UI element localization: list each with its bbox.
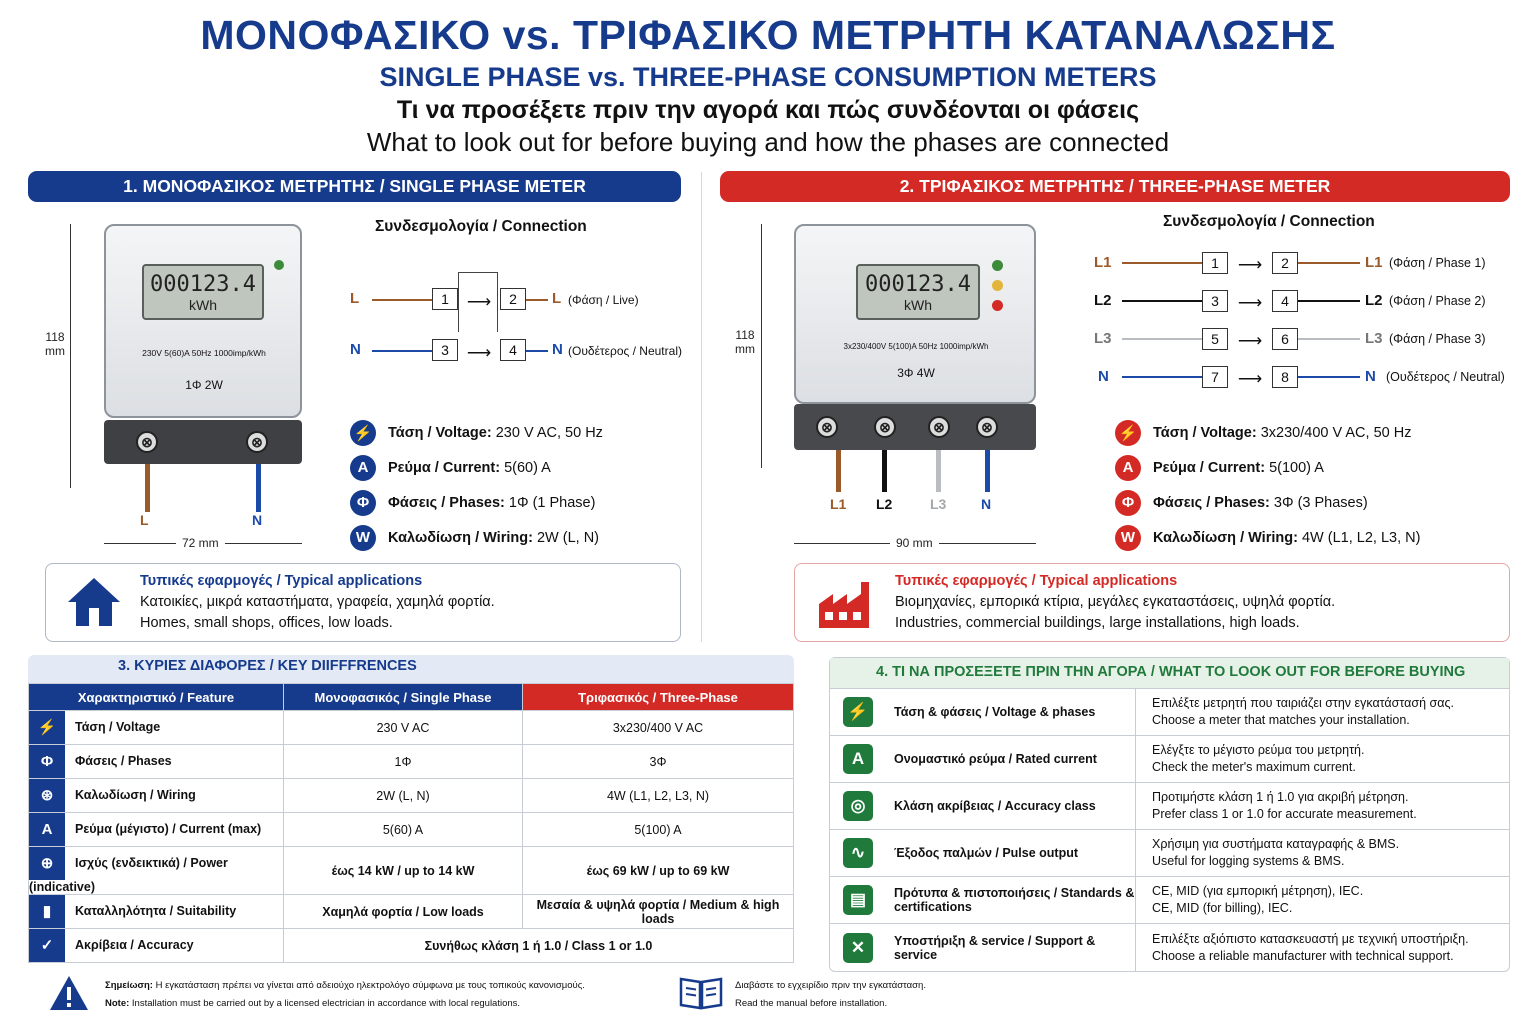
bar-chart-icon: ▮ xyxy=(29,895,65,928)
arrow-icon: ⟶ xyxy=(466,343,492,362)
certificate-icon: ▤ xyxy=(843,885,873,915)
table-row: ⊕ Ισχύς (ενδεικτικά) / Power (indicative) έως 14 kW / up to 14 kW έως 69 kW / up to 69 kW xyxy=(29,847,794,895)
arrow-icon: ⟶ xyxy=(1237,369,1263,388)
table-row: ✓ Ακρίβεια / Accuracy Συνήθως κλάση 1 ή 1.0 / Class 1 or 1.0 xyxy=(29,929,794,963)
l1-wire xyxy=(836,450,841,492)
three-conn-desc-n: (Ουδέτερος / Neutral) xyxy=(1386,370,1505,384)
key-differences-title: 3. ΚΥΡΙΕΣ ΔΙΑΦΟΡΕΣ / KEY DIIFFFRENCES xyxy=(28,655,794,683)
applications-title: Τυπικές εφαρμογές / Typical applications xyxy=(895,573,1178,589)
guide-row: A Ονομαστικό ρεύμα / Rated current Ελέγξτε το μέγιστο ρεύμα του μετρητή. Check the meter's maximum current. xyxy=(830,736,1509,783)
spec-phases: Φ Φάσεις / Phases: 3Φ (3 Phases) xyxy=(1115,485,1515,520)
live-line-out xyxy=(526,299,548,301)
manual-book-icon xyxy=(678,975,724,1011)
terminal-6: 6 xyxy=(1272,328,1298,350)
phase-icon: Φ xyxy=(1115,490,1141,516)
note-greek: Σημείωση: Η εγκατάσταση πρέπει να γίνεται από αδειούχο ηλεκτρολόγο σύμφωνα με τους τοπικούς κανονισμούς. xyxy=(105,980,585,991)
height-dimension-line xyxy=(70,224,71,488)
buying-guide-title: 4. ΤΙ ΝΑ ΠΡΟΣΕΞΕΤΕ ΠΡΙΝ ΤΗΝ ΑΓΟΡΑ / WHAT TO LOOK OUT FOR BEFORE BUYING xyxy=(830,658,1509,689)
terminal-screw: ⊗ xyxy=(874,416,896,438)
three-conn-in-l1: L1 xyxy=(1094,254,1112,271)
current-icon: A xyxy=(1115,455,1141,481)
single-connection-diagram xyxy=(350,258,690,368)
single-specs-list xyxy=(350,415,690,555)
live-wire xyxy=(145,464,150,512)
three-conn-in-l3: L3 xyxy=(1094,330,1112,347)
header-three: Τριφασικός / Three-Phase xyxy=(523,684,794,711)
three-specs-list xyxy=(1115,415,1515,555)
applications-english: Homes, small shops, offices, low loads. xyxy=(140,615,393,631)
lightning-icon: ⚡ xyxy=(350,420,376,446)
arrow-icon: ⟶ xyxy=(1237,255,1263,274)
height-dimension-label: 118 mm xyxy=(735,328,755,356)
terminal-screw: ⊗ xyxy=(246,431,268,453)
meter-body xyxy=(104,224,302,418)
wiring-icon: W xyxy=(1115,525,1141,551)
target-icon: ◎ xyxy=(843,791,873,821)
title-greek: ΜΟΝΟΦΑΣΙΚΟ vs. ΤΡΙΦΑΣΙΚΟ ΜΕΤΡΗΤΗ ΚΑΤΑΝΑΛΩΣΗΣ xyxy=(200,12,1336,58)
terminal-screw: ⊗ xyxy=(928,416,950,438)
subtitle-english: What to look out for before buying and how the phases are connected xyxy=(366,127,1170,157)
arrow-icon: ⟶ xyxy=(1237,293,1263,312)
spec-phases: Φ Φάσεις / Phases: 1Φ (1 Phase) xyxy=(350,485,690,520)
note-english: Note: Installation must be carried out by a licensed electrician in accordance with local regulations. xyxy=(105,998,521,1009)
single-phase-meter-illustration xyxy=(40,220,330,560)
manual-note-english: Read the manual before installation. xyxy=(735,998,888,1009)
lcd-reading: 000123.4 xyxy=(865,272,971,297)
manual-note-greek: Διαβάστε το εγχειρίδιο πριν την εγκατάσταση. xyxy=(735,980,926,991)
spec-current: A Ρεύμα / Current: 5(100) A xyxy=(1115,450,1515,485)
power-icon: ⊕ xyxy=(29,847,65,880)
terminal-4: 4 xyxy=(1272,290,1298,312)
single-conn-desc-l: (Φάση / Live) xyxy=(568,293,639,307)
three-connection-diagram xyxy=(1094,250,1524,390)
wiring-icon: W xyxy=(350,525,376,551)
three-connection-title: Συνδεσμολογία / Connection xyxy=(1163,213,1375,230)
meter-rating-label: 230V 5(60)A 50Hz 1000imp/kWh xyxy=(142,348,266,358)
current-icon: A xyxy=(350,455,376,481)
spec-voltage: ⚡ Τάση / Voltage: 3x230/400 V AC, 50 Hz xyxy=(1115,415,1515,450)
factory-icon xyxy=(817,578,873,630)
three-applications-box xyxy=(794,563,1510,642)
terminal-5: 5 xyxy=(1202,328,1228,350)
live-wire-label: L xyxy=(140,512,149,528)
l2-line xyxy=(1122,300,1202,302)
tools-icon: ✕ xyxy=(843,933,873,963)
guide-row: ▤ Πρότυπα & πιστοποιήσεις / Standards & certifications CE, MID (για εμπορική μέτρηση), IEC. CE, MID (for billing), IEC. xyxy=(830,877,1509,924)
height-dimension-line xyxy=(761,224,762,468)
spec-wiring: W Καλωδίωση / Wiring: 4W (L1, L2, L3, N) xyxy=(1115,520,1515,555)
single-conn-in-n: N xyxy=(350,341,361,358)
table-row: ⊛ Καλωδίωση / Wiring 2W (L, N) 4W (L1, L2, L3, N) xyxy=(29,779,794,813)
status-led-red xyxy=(992,300,1003,311)
terminal-4: 4 xyxy=(500,339,526,361)
terminal-2: 2 xyxy=(1272,252,1298,274)
width-dimension-label: 72 mm xyxy=(176,536,225,550)
applications-greek: Κατοικίες, μικρά καταστήματα, γραφεία, χαμηλά φορτία. xyxy=(140,594,495,610)
current-icon: A xyxy=(29,813,65,846)
single-applications-box xyxy=(45,563,681,642)
height-dimension-label: 118 mm xyxy=(45,330,65,358)
lightning-icon: ⚡ xyxy=(843,697,873,727)
n-label: N xyxy=(981,496,992,512)
lcd-unit: kWh xyxy=(904,297,932,313)
header-single: Μονοφασικός / Single Phase xyxy=(284,684,523,711)
applications-title: Τυπικές εφαρμογές / Typical applications xyxy=(140,573,423,589)
single-connection-title: Συνδεσμολογία / Connection xyxy=(375,218,587,235)
meter-type-label: 3Φ 4W xyxy=(897,366,935,380)
buying-guide-section xyxy=(829,657,1510,972)
section-divider xyxy=(701,172,702,642)
terminal-1: 1 xyxy=(1202,252,1228,274)
meter-rating-label: 3x230/400V 5(100)A 50Hz 1000imp/kWh xyxy=(843,342,989,351)
neutral-wire-label: N xyxy=(252,512,263,528)
single-conn-out-n: N xyxy=(552,341,563,358)
l1-line-out xyxy=(1298,262,1360,264)
three-conn-desc-l1: (Φάση / Phase 1) xyxy=(1389,256,1486,270)
single-phase-section-bar: 1. ΜΟΝΟΦΑΣΙΚΟΣ ΜΕΤΡΗΤΗΣ / SINGLE PHASE METER xyxy=(28,171,681,202)
terminal-1: 1 xyxy=(432,288,458,310)
guide-row: ⚡ Τάση & φάσεις / Voltage & phases Επιλέξτε μετρητή που ταιριάζει στην εγκατάστασή σας. Choose a meter that matches your installation. xyxy=(830,689,1509,736)
meter-body xyxy=(794,224,1036,404)
three-conn-out-l2: L2 xyxy=(1365,292,1383,309)
n-wire xyxy=(985,450,990,492)
l3-wire xyxy=(936,450,941,492)
terminal-screw: ⊗ xyxy=(976,416,998,438)
single-conn-in-l: L xyxy=(350,290,360,307)
neutral-line-out xyxy=(526,350,548,352)
guide-row: ◎ Κλάση ακρίβειας / Accuracy class Προτιμήστε κλάση 1 ή 1.0 για ακριβή μέτρηση. Prefer class 1 or 1.0 for accurate measurement. xyxy=(830,783,1509,830)
applications-greek: Βιομηχανίες, εμπορικά κτίρια, μεγάλες εγκαταστάσεις, υψηλά φορτία. xyxy=(895,594,1336,610)
meter-type-label: 1Φ 2W xyxy=(185,378,223,392)
lightning-icon: ⚡ xyxy=(29,711,65,744)
warning-icon xyxy=(48,974,90,1012)
status-led-green xyxy=(992,260,1003,271)
l2-line-out xyxy=(1298,300,1360,302)
table-row: A Ρεύμα (μέγιστο) / Current (max) 5(60) A 5(100) A xyxy=(29,813,794,847)
lcd-display xyxy=(142,264,264,320)
terminal-block xyxy=(794,404,1036,450)
l1-line xyxy=(1122,262,1202,264)
n-line-out xyxy=(1298,376,1360,378)
spec-wiring: W Καλωδίωση / Wiring: 2W (L, N) xyxy=(350,520,690,555)
check-icon: ✓ xyxy=(29,929,65,962)
lcd-reading: 000123.4 xyxy=(150,272,256,297)
header-feature: Χαρακτηριστικό / Feature xyxy=(29,684,284,711)
width-dimension-label: 90 mm xyxy=(890,536,939,550)
table-row: ▮ Καταλληλότητα / Suitability Χαμηλά φορτία / Low loads Μεσαία & υψηλά φορτία / Medium & high loads xyxy=(29,895,794,929)
status-led xyxy=(274,260,284,270)
terminal-screw: ⊗ xyxy=(136,431,158,453)
applications-english: Industries, commercial buildings, large installations, high loads. xyxy=(895,615,1300,631)
phase-icon: Φ xyxy=(29,745,65,778)
lcd-unit: kWh xyxy=(189,297,217,313)
terminal-screw: ⊗ xyxy=(816,416,838,438)
key-differences-section xyxy=(28,655,794,954)
l3-line-out xyxy=(1298,338,1360,340)
three-conn-out-n: N xyxy=(1365,368,1376,385)
terminal-3: 3 xyxy=(1202,290,1228,312)
terminal-8: 8 xyxy=(1272,366,1298,388)
title-english: SINGLE PHASE vs. THREE-PHASE CONSUMPTION METERS xyxy=(379,62,1157,92)
l1-label: L1 xyxy=(830,496,847,512)
arrow-icon: ⟶ xyxy=(1237,331,1263,350)
terminal-3: 3 xyxy=(432,339,458,361)
table-row: Φ Φάσεις / Phases 1Φ 3Φ xyxy=(29,745,794,779)
status-led-yellow xyxy=(992,280,1003,291)
table-row: ⚡ Τάση / Voltage 230 V AC 3x230/400 V AC xyxy=(29,711,794,745)
l2-wire xyxy=(882,450,887,492)
three-conn-desc-l3: (Φάση / Phase 3) xyxy=(1389,332,1486,346)
three-conn-desc-l2: (Φάση / Phase 2) xyxy=(1389,294,1486,308)
neutral-line xyxy=(372,350,432,352)
subtitle-greek: Τι να προσέξετε πριν την αγορά και πώς συνδέονται οι φάσεις xyxy=(396,96,1140,124)
l3-line xyxy=(1122,338,1202,340)
l2-label: L2 xyxy=(876,496,893,512)
three-conn-in-n: N xyxy=(1098,368,1109,385)
single-conn-out-l: L xyxy=(552,290,562,307)
guide-row: ✕ Υποστήριξη & service / Support & service Επιλέξτε αξιόπιστο κατασκευαστή με τεχνική υποστήριξη. Choose a reliable manufacturer with technical support. xyxy=(830,924,1509,971)
lightning-icon: ⚡ xyxy=(1115,420,1141,446)
n-line xyxy=(1122,376,1202,378)
guide-row: ∿ Έξοδος παλμών / Pulse output Χρήσιμη για συστήματα καταγραφής & BMS. Useful for logging systems & BMS. xyxy=(830,830,1509,877)
live-line xyxy=(372,299,432,301)
three-phase-meter-illustration xyxy=(730,220,1050,560)
terminal-2: 2 xyxy=(500,288,526,310)
current-icon: A xyxy=(843,744,873,774)
three-conn-out-l3: L3 xyxy=(1365,330,1383,347)
pulse-icon: ∿ xyxy=(843,838,873,868)
three-phase-section-bar: 2. ΤΡΙΦΑΣΙΚΟΣ ΜΕΤΡΗΤΗΣ / THREE-PHASE METER xyxy=(720,171,1510,202)
terminal-7: 7 xyxy=(1202,366,1228,388)
arrow-icon: ⟶ xyxy=(466,292,492,311)
terminal-block xyxy=(104,420,302,464)
three-conn-in-l2: L2 xyxy=(1094,292,1112,309)
differences-table xyxy=(28,683,794,963)
spec-current: A Ρεύμα / Current: 5(60) A xyxy=(350,450,690,485)
wiring-icon: ⊛ xyxy=(29,779,65,812)
lcd-display xyxy=(856,264,980,320)
l3-label: L3 xyxy=(930,496,947,512)
three-conn-out-l1: L1 xyxy=(1365,254,1383,271)
house-icon xyxy=(66,576,122,628)
spec-voltage: ⚡ Τάση / Voltage: 230 V AC, 50 Hz xyxy=(350,415,690,450)
neutral-wire xyxy=(256,464,261,512)
single-conn-desc-n: (Ουδέτερος / Neutral) xyxy=(568,344,682,358)
phase-icon: Φ xyxy=(350,490,376,516)
